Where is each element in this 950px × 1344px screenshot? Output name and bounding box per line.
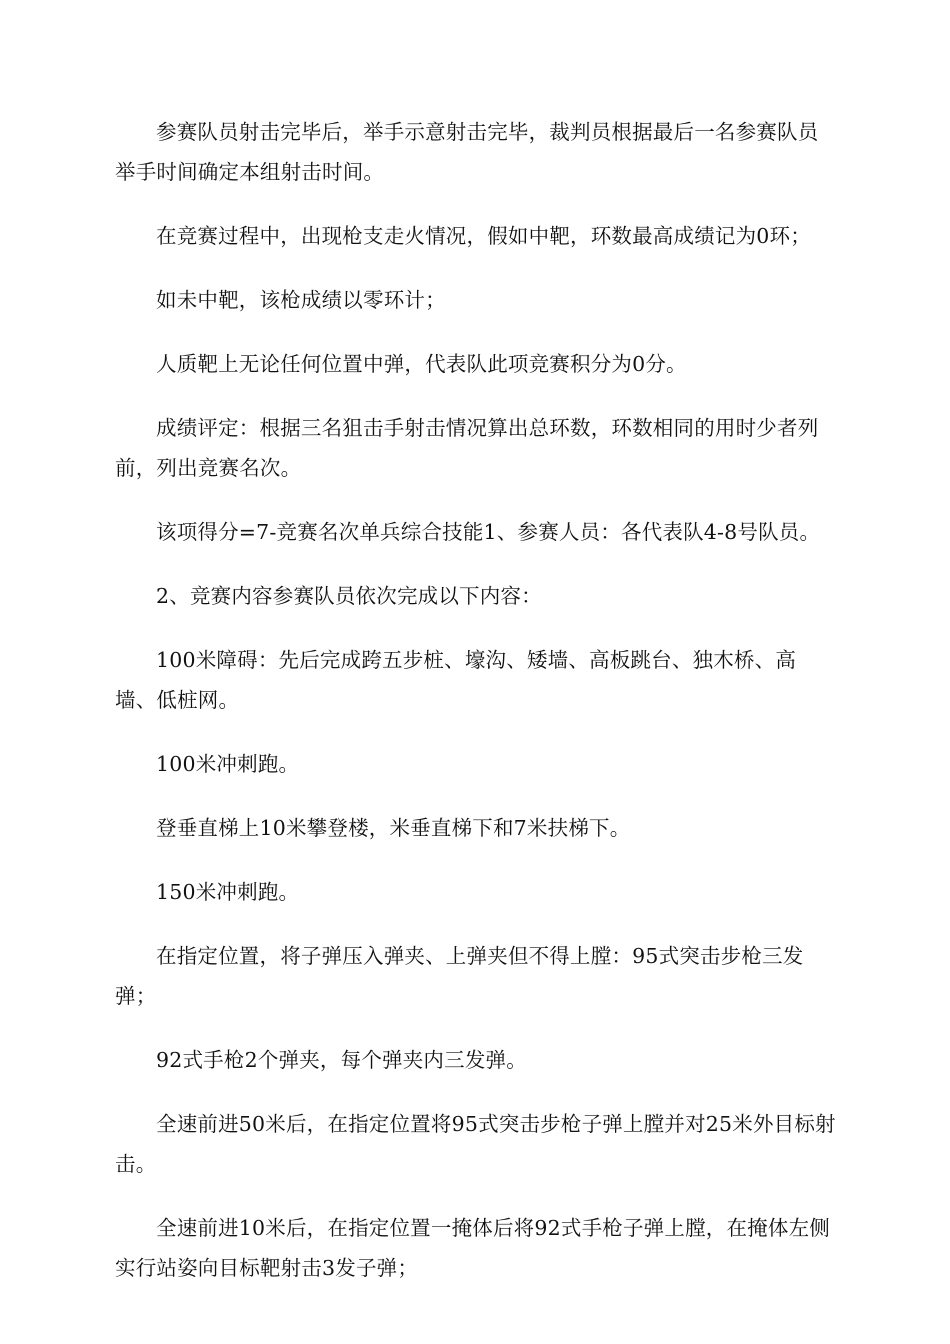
paragraph-15: 全速前进10米后，在指定位置一掩体后将92式手枪子弹上膛，在掩体左侧实行站姿向目标靶射击3发子弹； xyxy=(115,1216,830,1280)
paragraph-8: 100米障碍：先后完成跨五步桩、壕沟、矮墙、高板跳台、独木桥、高墙、低桩网。 xyxy=(115,648,797,712)
paragraph-6: 该项得分=7-竞赛名次单兵综合技能1、参赛人员：各代表队4-8号队员。 xyxy=(156,520,821,544)
paragraph-12: 在指定位置，将子弹压入弹夹、上弹夹但不得上膛：95式突击步枪三发弹； xyxy=(115,944,804,1008)
paragraph-5: 成绩评定：根据三名狙击手射击情况算出总环数，环数相同的用时少者列前，列出竞赛名次。 xyxy=(115,416,819,480)
paragraph-1: 参赛队员射击完毕后，举手示意射击完毕，裁判员根据最后一名参赛队员举手时间确定本组射击时间。 xyxy=(115,120,819,184)
paragraph-10: 登垂直梯上10米攀登楼，米垂直梯下和7米扶梯下。 xyxy=(156,816,631,840)
paragraph-7: 2、竞赛内容参赛队员依次完成以下内容： xyxy=(156,584,542,608)
paragraph-4: 人质靶上无论任何位置中弹，代表队此项竞赛积分为0分。 xyxy=(156,352,687,376)
paragraph-14: 全速前进50米后，在指定位置将95式突击步枪子弹上膛并对25米外目标射击。 xyxy=(115,1112,836,1176)
paragraph-13: 92式手枪2个弹夹，每个弹夹内三发弹。 xyxy=(156,1048,527,1072)
document-body xyxy=(115,112,837,1288)
paragraph-9: 100米冲刺跑。 xyxy=(156,752,300,776)
paragraph-3: 如未中靶，该枪成绩以零环计； xyxy=(156,288,446,312)
paragraph-2: 在竞赛过程中，出现枪支走火情况，假如中靶，环数最高成绩记为0环； xyxy=(156,224,811,248)
paragraph-11: 150米冲刺跑。 xyxy=(156,880,300,904)
